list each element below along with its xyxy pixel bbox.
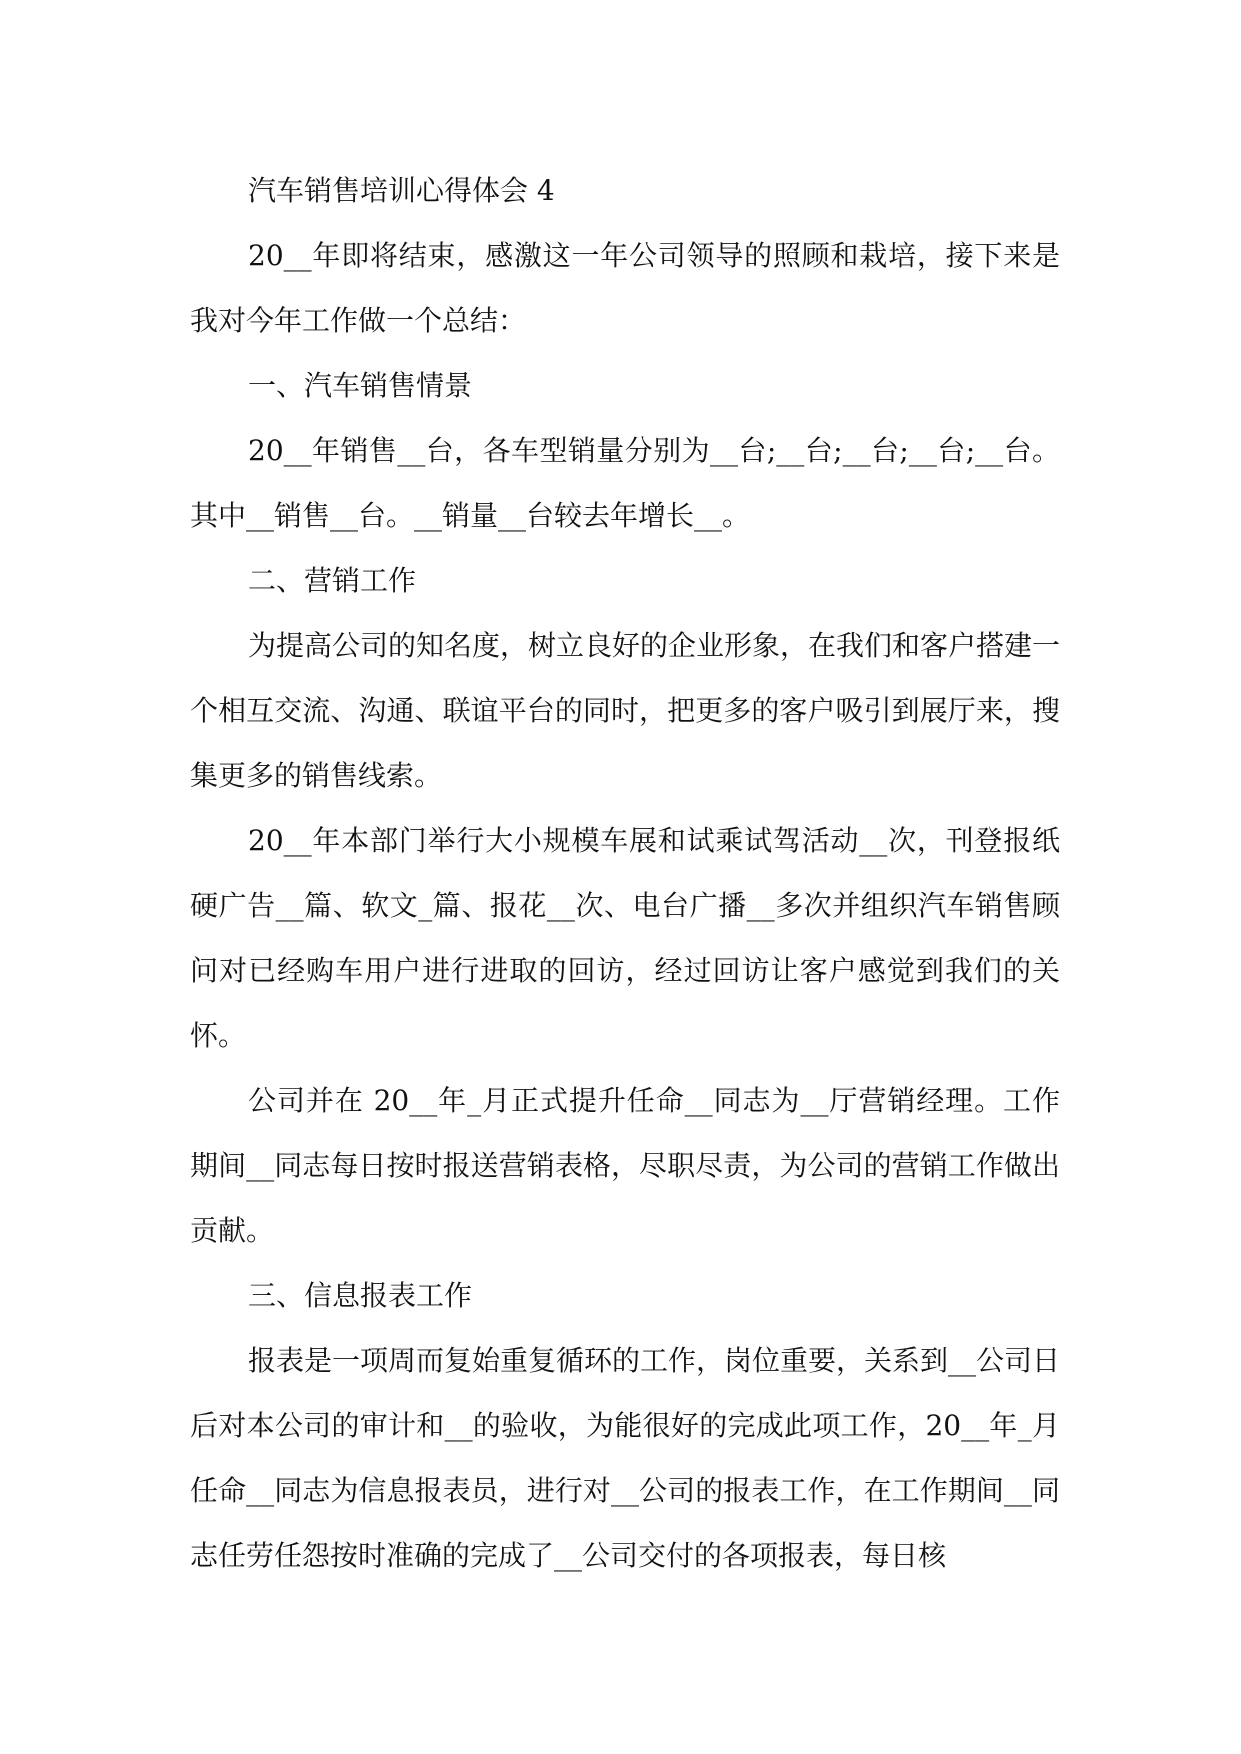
paragraph-intro: 20__年即将结束，感激这一年公司领导的照顾和栽培，接下来是我对今年工作做一个总结： <box>190 239 1060 337</box>
paragraph-marketing-manager: 公司并在 20__年_月正式提升任命__同志为__厅营销经理。工作期间__同志每日按时报送营销表格，尽职尽责，为公司的营销工作做出贡献。 <box>190 1084 1060 1247</box>
section-heading-reports: 三、信息报表工作 <box>248 1279 473 1312</box>
document-title: 汽车销售培训心得体会 4 <box>248 174 555 207</box>
section-heading-marketing: 二、营销工作 <box>248 564 417 597</box>
document-body <box>190 158 1060 1588</box>
paragraph-marketing-activities: 20__年本部门举行大小规模车展和试乘试驾活动__次，刊登报纸硬广告__篇、软文_篇、报花__次、电台广播__多次并组织汽车销售顾问对已经购车用户进行进取的回访，经过回访让客户感觉到我们的关怀。 <box>190 824 1060 1052</box>
section-heading-sales: 一、汽车销售情景 <box>248 369 473 402</box>
paragraph-reports-work: 报表是一项周而复始重复循环的工作，岗位重要，关系到__公司日后对本公司的审计和__的验收，为能很好的完成此项工作，20__年_月任命__同志为信息报表员，进行对__公司的报表工作，在工作期间__同志任劳任怨按时准确的完成了__公司交付的各项报表，每日核 <box>190 1344 1061 1572</box>
paragraph-sales-figures: 20__年销售__台，各车型销量分别为__台;__台;__台;__台;__台。其中__销售__台。__销量__台较去年增长__。 <box>190 434 1060 532</box>
paragraph-marketing-goal: 为提高公司的知名度，树立良好的企业形象，在我们和客户搭建一个相互交流、沟通、联谊平台的同时，把更多的客户吸引到展厅来，搜集更多的销售线索。 <box>190 629 1061 792</box>
